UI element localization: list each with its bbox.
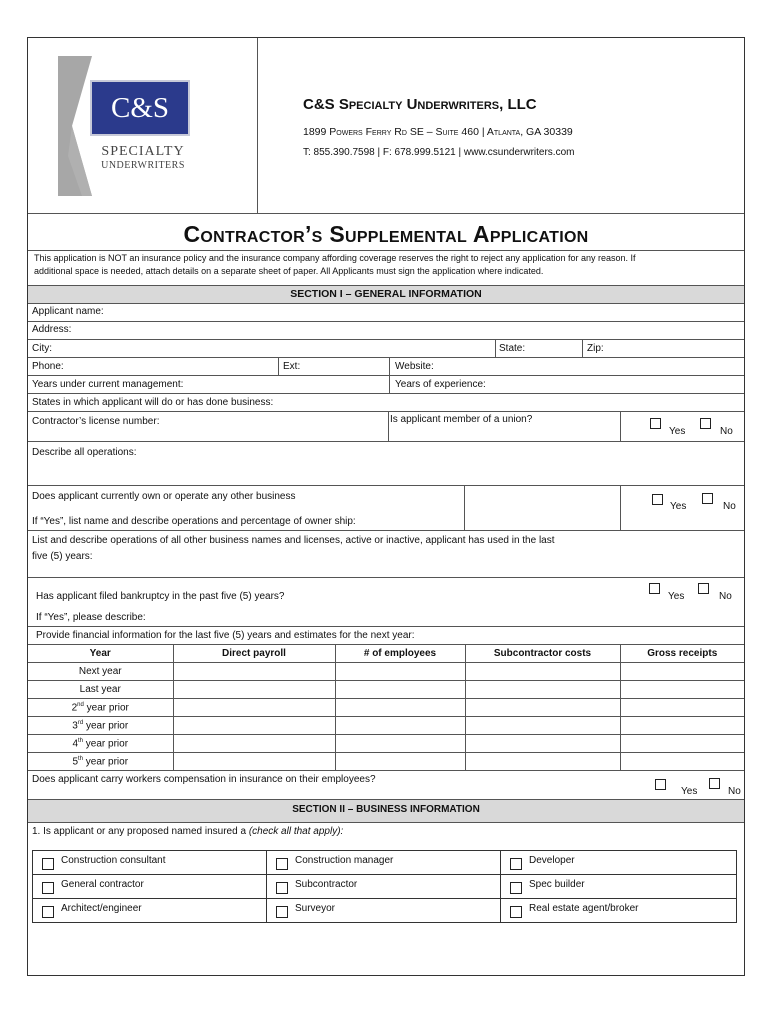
license-label[interactable]: Contractor’s license number:: [32, 416, 160, 427]
other-names-line-1: List and describe operations of all other business names and licenses, active or inactive, applicant has used in the last: [32, 535, 555, 546]
other-business-no-checkbox[interactable]: [702, 493, 713, 504]
company-name: C&S Specialty Underwriters, LLC: [303, 96, 537, 113]
financial-input-cell[interactable]: [173, 753, 335, 771]
union-yes-checkbox[interactable]: [650, 418, 661, 429]
column-header-employees: # of employees: [335, 645, 465, 663]
section2-header: SECTION II – BUSINESS INFORMATION: [292, 804, 480, 815]
business-type-option[interactable]: [267, 899, 501, 923]
business-type-label: Construction consultant: [61, 855, 166, 866]
financial-input-cell[interactable]: [335, 717, 465, 735]
form-title: Contractor’s Supplemental Application: [183, 221, 589, 247]
row-rule: [28, 441, 744, 442]
business-type-label: Construction manager: [295, 855, 394, 866]
section1-header-bar: [28, 285, 744, 304]
logo-sub-text-1: SPECIALTY: [101, 144, 185, 159]
company-logo: [58, 56, 198, 196]
financial-input-cell[interactable]: [173, 699, 335, 717]
union-no-label: No: [720, 426, 733, 437]
phone-label[interactable]: Phone:: [32, 361, 64, 372]
financial-intro: Provide financial information for the last five (5) years and estimates for the next year:: [36, 630, 415, 641]
financial-input-cell[interactable]: [465, 699, 620, 717]
business-type-checkbox[interactable]: [276, 906, 288, 918]
intro-line-2: additional space is needed, attach details on a separate sheet of paper. All Applicants must sign the application where indicated.: [34, 266, 544, 276]
q1-prefix: 1. Is applicant or any proposed named insured a: [32, 826, 249, 837]
business-type-option[interactable]: [33, 899, 267, 923]
workers-comp-question: Does applicant carry workers compensation in insurance on their employees?: [32, 774, 376, 785]
financial-input-cell[interactable]: [335, 699, 465, 717]
row-rule: [28, 485, 744, 486]
row-divider: [620, 485, 621, 530]
bankruptcy-yes-checkbox[interactable]: [649, 583, 660, 594]
company-address: 1899 Powers Ferry Rd SE – Suite 460 | Atlanta, GA 30339: [303, 126, 573, 138]
financial-row: [28, 753, 744, 771]
other-names-line-2[interactable]: five (5) years:: [32, 551, 93, 562]
financial-input-cell[interactable]: [335, 753, 465, 771]
business-type-option[interactable]: [501, 851, 737, 875]
business-type-checkbox[interactable]: [42, 882, 54, 894]
state-label[interactable]: State:: [499, 343, 526, 354]
section1-header: SECTION I – GENERAL INFORMATION: [290, 288, 482, 300]
other-business-question: Does applicant currently own or operate any other business: [32, 491, 296, 502]
row-divider: [278, 357, 279, 375]
q1-hint: (check all that apply):: [248, 826, 344, 837]
business-type-grid: [32, 850, 737, 923]
business-type-option[interactable]: [501, 875, 737, 899]
business-type-label: Architect/engineer: [61, 903, 142, 914]
financial-header-row: [28, 645, 744, 663]
business-type-checkbox[interactable]: [276, 858, 288, 870]
business-type-checkbox[interactable]: [510, 858, 522, 870]
ext-label[interactable]: Ext:: [283, 361, 301, 372]
financial-input-cell[interactable]: [465, 681, 620, 699]
row-rule: [28, 375, 744, 376]
financial-row: [28, 735, 744, 753]
business-type-checkbox[interactable]: [510, 882, 522, 894]
financial-input-cell[interactable]: [620, 681, 744, 699]
business-type-row: [33, 875, 737, 899]
business-type-option[interactable]: [501, 899, 737, 923]
financial-input-cell[interactable]: [173, 717, 335, 735]
business-type-label: Real estate agent/broker: [529, 903, 639, 914]
financial-year-cell: Last year: [28, 681, 173, 699]
logo-badge: [90, 80, 190, 136]
other-business-yes-label: Yes: [670, 501, 687, 512]
applicant-name-label[interactable]: Applicant name:: [32, 306, 104, 317]
financial-input-cell[interactable]: [173, 681, 335, 699]
financial-input-cell[interactable]: [465, 753, 620, 771]
column-header-direct-payroll: Direct payroll: [173, 645, 335, 663]
zip-label[interactable]: Zip:: [587, 343, 604, 354]
financial-input-cell[interactable]: [620, 735, 744, 753]
business-type-checkbox[interactable]: [510, 906, 522, 918]
other-business-yes-checkbox[interactable]: [652, 494, 663, 505]
years-exp-label[interactable]: Years of experience:: [395, 379, 486, 390]
financial-input-cell[interactable]: [620, 663, 744, 681]
header-divider: [257, 38, 258, 213]
column-header-year: Year: [28, 645, 173, 663]
row-rule: [28, 321, 744, 322]
financial-row: [28, 663, 744, 681]
column-header-gross-receipts: Gross receipts: [620, 645, 744, 663]
title-rule: [28, 250, 744, 251]
financial-year-cell: Next year: [28, 663, 173, 681]
financial-table: [28, 644, 744, 771]
business-type-checkbox[interactable]: [42, 906, 54, 918]
business-type-option[interactable]: [33, 875, 267, 899]
union-yes-label: Yes: [669, 426, 686, 437]
years-mgmt-label[interactable]: Years under current management:: [32, 379, 184, 390]
business-type-checkbox[interactable]: [42, 858, 54, 870]
row-divider: [582, 339, 583, 357]
financial-input-cell[interactable]: [620, 717, 744, 735]
financial-row: [28, 699, 744, 717]
financial-input-cell[interactable]: [173, 735, 335, 753]
business-type-row: [33, 899, 737, 923]
financial-input-cell[interactable]: [173, 663, 335, 681]
business-type-row: [33, 851, 737, 875]
financial-year-cell: 5th year prior: [28, 753, 173, 771]
business-type-label: Subcontractor: [295, 879, 358, 890]
application-page: [27, 37, 745, 976]
financial-input-cell[interactable]: [335, 681, 465, 699]
business-type-option[interactable]: [267, 851, 501, 875]
workers-comp-no-label: No: [728, 786, 741, 797]
bankruptcy-question: Has applicant filed bankruptcy in the past five (5) years?: [36, 591, 285, 602]
bankruptcy-no-checkbox[interactable]: [698, 583, 709, 594]
city-label[interactable]: City:: [32, 343, 52, 354]
other-business-no-label: No: [723, 501, 736, 512]
financial-year-cell: 3rd year prior: [28, 717, 173, 735]
financial-input-cell[interactable]: [465, 735, 620, 753]
financial-input-cell[interactable]: [620, 753, 744, 771]
bankruptcy-no-label: No: [719, 591, 732, 602]
company-contact: T: 855.390.7598 | F: 678.999.5121 | www.csunderwriters.com: [303, 147, 575, 158]
union-question: Is applicant member of a union?: [390, 414, 533, 425]
financial-row: [28, 681, 744, 699]
row-divider: [495, 339, 496, 357]
describe-ops-label[interactable]: Describe all operations:: [32, 447, 137, 458]
financial-year-cell: 4th year prior: [28, 735, 173, 753]
workers-comp-no-checkbox[interactable]: [709, 778, 720, 789]
intro-line-1: This application is NOT an insurance policy and the insurance company affording coverage reserves the right to reject any application for any reason. If: [34, 253, 636, 263]
section2-header-bar: [28, 799, 744, 823]
business-type-checkbox[interactable]: [276, 882, 288, 894]
row-rule: [28, 530, 744, 531]
website-label[interactable]: Website:: [395, 361, 434, 372]
row-divider: [620, 411, 621, 441]
business-type-label: General contractor: [61, 879, 144, 890]
union-no-checkbox[interactable]: [700, 418, 711, 429]
row-rule: [28, 626, 744, 627]
business-type-label: Spec builder: [529, 879, 585, 890]
business-type-label: Surveyor: [295, 903, 336, 914]
financial-input-cell[interactable]: [465, 717, 620, 735]
column-header-subcontractor-costs: Subcontractor costs: [465, 645, 620, 663]
workers-comp-yes-checkbox[interactable]: [655, 779, 666, 790]
bankruptcy-followup[interactable]: If “Yes”, please describe:: [36, 612, 146, 623]
financial-input-cell[interactable]: [335, 663, 465, 681]
business-type-label: Developer: [529, 855, 575, 866]
financial-input-cell[interactable]: [620, 699, 744, 717]
row-rule: [28, 577, 744, 578]
row-rule: [28, 339, 744, 340]
row-divider: [464, 485, 465, 530]
q1-text: [32, 826, 343, 838]
row-rule: [28, 411, 744, 412]
row-divider: [388, 411, 389, 441]
row-rule: [28, 393, 744, 394]
header-bottom-rule: [28, 213, 744, 214]
financial-row: [28, 717, 744, 735]
business-type-option[interactable]: [33, 851, 267, 875]
row-rule: [28, 357, 744, 358]
bankruptcy-yes-label: Yes: [668, 591, 685, 602]
workers-comp-yes-label: Yes: [681, 786, 698, 797]
logo-main-text: C&S: [110, 92, 170, 124]
business-type-option[interactable]: [267, 875, 501, 899]
financial-input-cell[interactable]: [465, 663, 620, 681]
address-label[interactable]: Address:: [32, 324, 72, 335]
logo-sub-text-2: UNDERWRITERS: [101, 160, 185, 171]
other-business-followup[interactable]: If “Yes”, list name and describe operations and percentage of owner ship:: [32, 516, 356, 527]
financial-year-cell: 2nd year prior: [28, 699, 173, 717]
financial-input-cell[interactable]: [335, 735, 465, 753]
states-label[interactable]: States in which applicant will do or has done business:: [32, 397, 274, 408]
